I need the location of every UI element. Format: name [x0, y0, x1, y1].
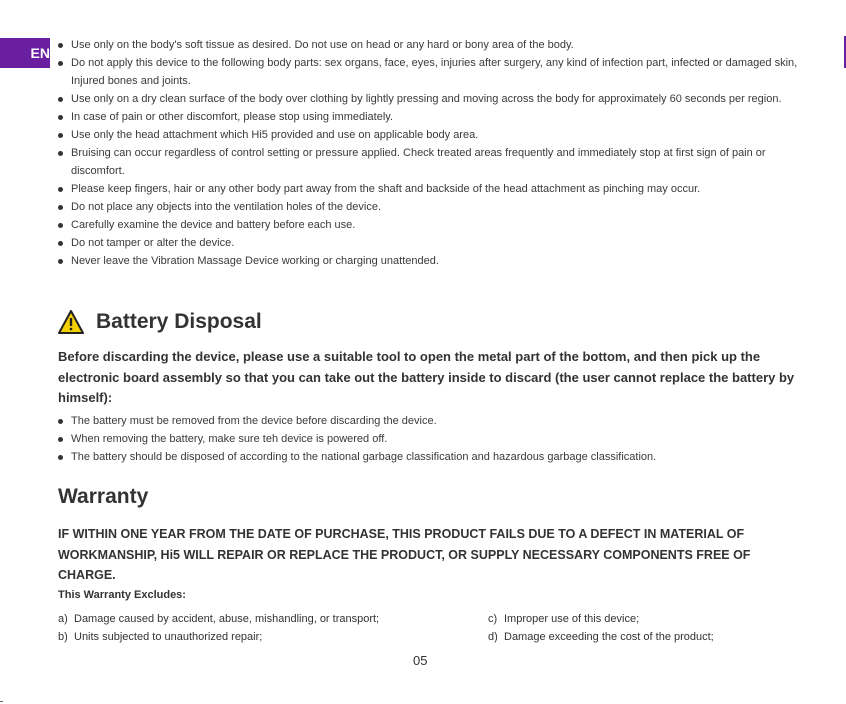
battery-disposal-intro: Before discarding the device, please use a suitable tool to open the metal part of the bottom, and then pick up the electronic board assembly so that you can take out the battery inside to discard (the user cannot replace the battery by himself): [58, 349, 795, 405]
exclusion-item [488, 613, 639, 625]
warranty-statement: IF WITHIN ONE YEAR FROM THE DATE OF PURCHASE, THIS PRODUCT FAILS DUE TO A DEFECT IN MATERIAL OF WORKMANSHIP, Hi5 WILL REPAIR OR REPLACE THE PRODUCT, OR SUPPLY NECESSARY COMPONENTS FREE OF CHARGE. [58, 527, 751, 582]
list-item: Bruising can occur regardless of control setting or pressure applied. Check treated areas frequently and immediately stop at first sign of pain or discomfort. [58, 144, 798, 180]
exclusion-text: Damage caused by accident, abuse, mishandling, or transport; [74, 613, 380, 625]
exclusion-text: Units subjected to unauthorized repair; [74, 631, 263, 643]
list-item: Never leave the Vibration Massage Device working or charging unattended. [58, 252, 798, 270]
list-item: When removing the battery, make sure teh device is powered off. [58, 430, 798, 448]
list-item: Use only on the body's soft tissue as desired. Do not use on head or any hard or bony area of the body. [58, 36, 798, 54]
list-item: The battery should be disposed of according to the national garbage classification and hazardous garbage classification. [58, 448, 798, 466]
battery-disposal-title: Battery Disposal [96, 310, 262, 333]
exclusion-label: c) [488, 613, 498, 625]
battery-disposal-list [58, 412, 798, 466]
exclusion-text: Damage exceeding the cost of the product; [504, 631, 714, 643]
list-item: The battery must be removed from the device before discarding the device. [58, 412, 798, 430]
list-item: Carefully examine the device and battery before each use. [58, 216, 798, 234]
language-tab-en [0, 38, 50, 68]
exclusion-label: a) [58, 613, 68, 625]
warning-triangle-icon [58, 309, 84, 335]
exclusion-label: d) [488, 631, 498, 643]
warranty-excludes-label: This Warranty Excludes: [58, 589, 186, 601]
page-number: 05 [413, 653, 428, 668]
list-item: Do not tamper or alter the device. [58, 234, 798, 252]
exclusion-text: Improper use of this device; [504, 613, 640, 625]
list-item: Use only on a dry clean surface of the body over clothing by lightly pressing and moving across the body for approximately 60 seconds per region. [58, 90, 798, 108]
list-item: In case of pain or other discomfort, please stop using immediately. [58, 108, 798, 126]
warranty-heading: Warranty [58, 485, 149, 508]
safety-instructions-list [58, 36, 798, 270]
language-tab-label: EN [30, 45, 50, 61]
exclusion-item [488, 631, 714, 643]
battery-disposal-heading [58, 309, 262, 335]
exclusion-item [58, 613, 379, 625]
list-item: Please keep fingers, hair or any other body part away from the shaft and backside of the head attachment as pinching may occur. [58, 180, 798, 198]
crop-mark [0, 701, 3, 702]
list-item: Use only the head attachment which Hi5 provided and use on applicable body area. [58, 126, 798, 144]
exclusion-label: b) [58, 631, 68, 643]
list-item: Do not place any objects into the ventilation holes of the device. [58, 198, 798, 216]
list-item: Do not apply this device to the following body parts: sex organs, face, eyes, injuries after surgery, any kind of infection part, infected or damaged skin, Injured bones and joints. [58, 54, 798, 90]
exclusion-item [58, 631, 262, 643]
